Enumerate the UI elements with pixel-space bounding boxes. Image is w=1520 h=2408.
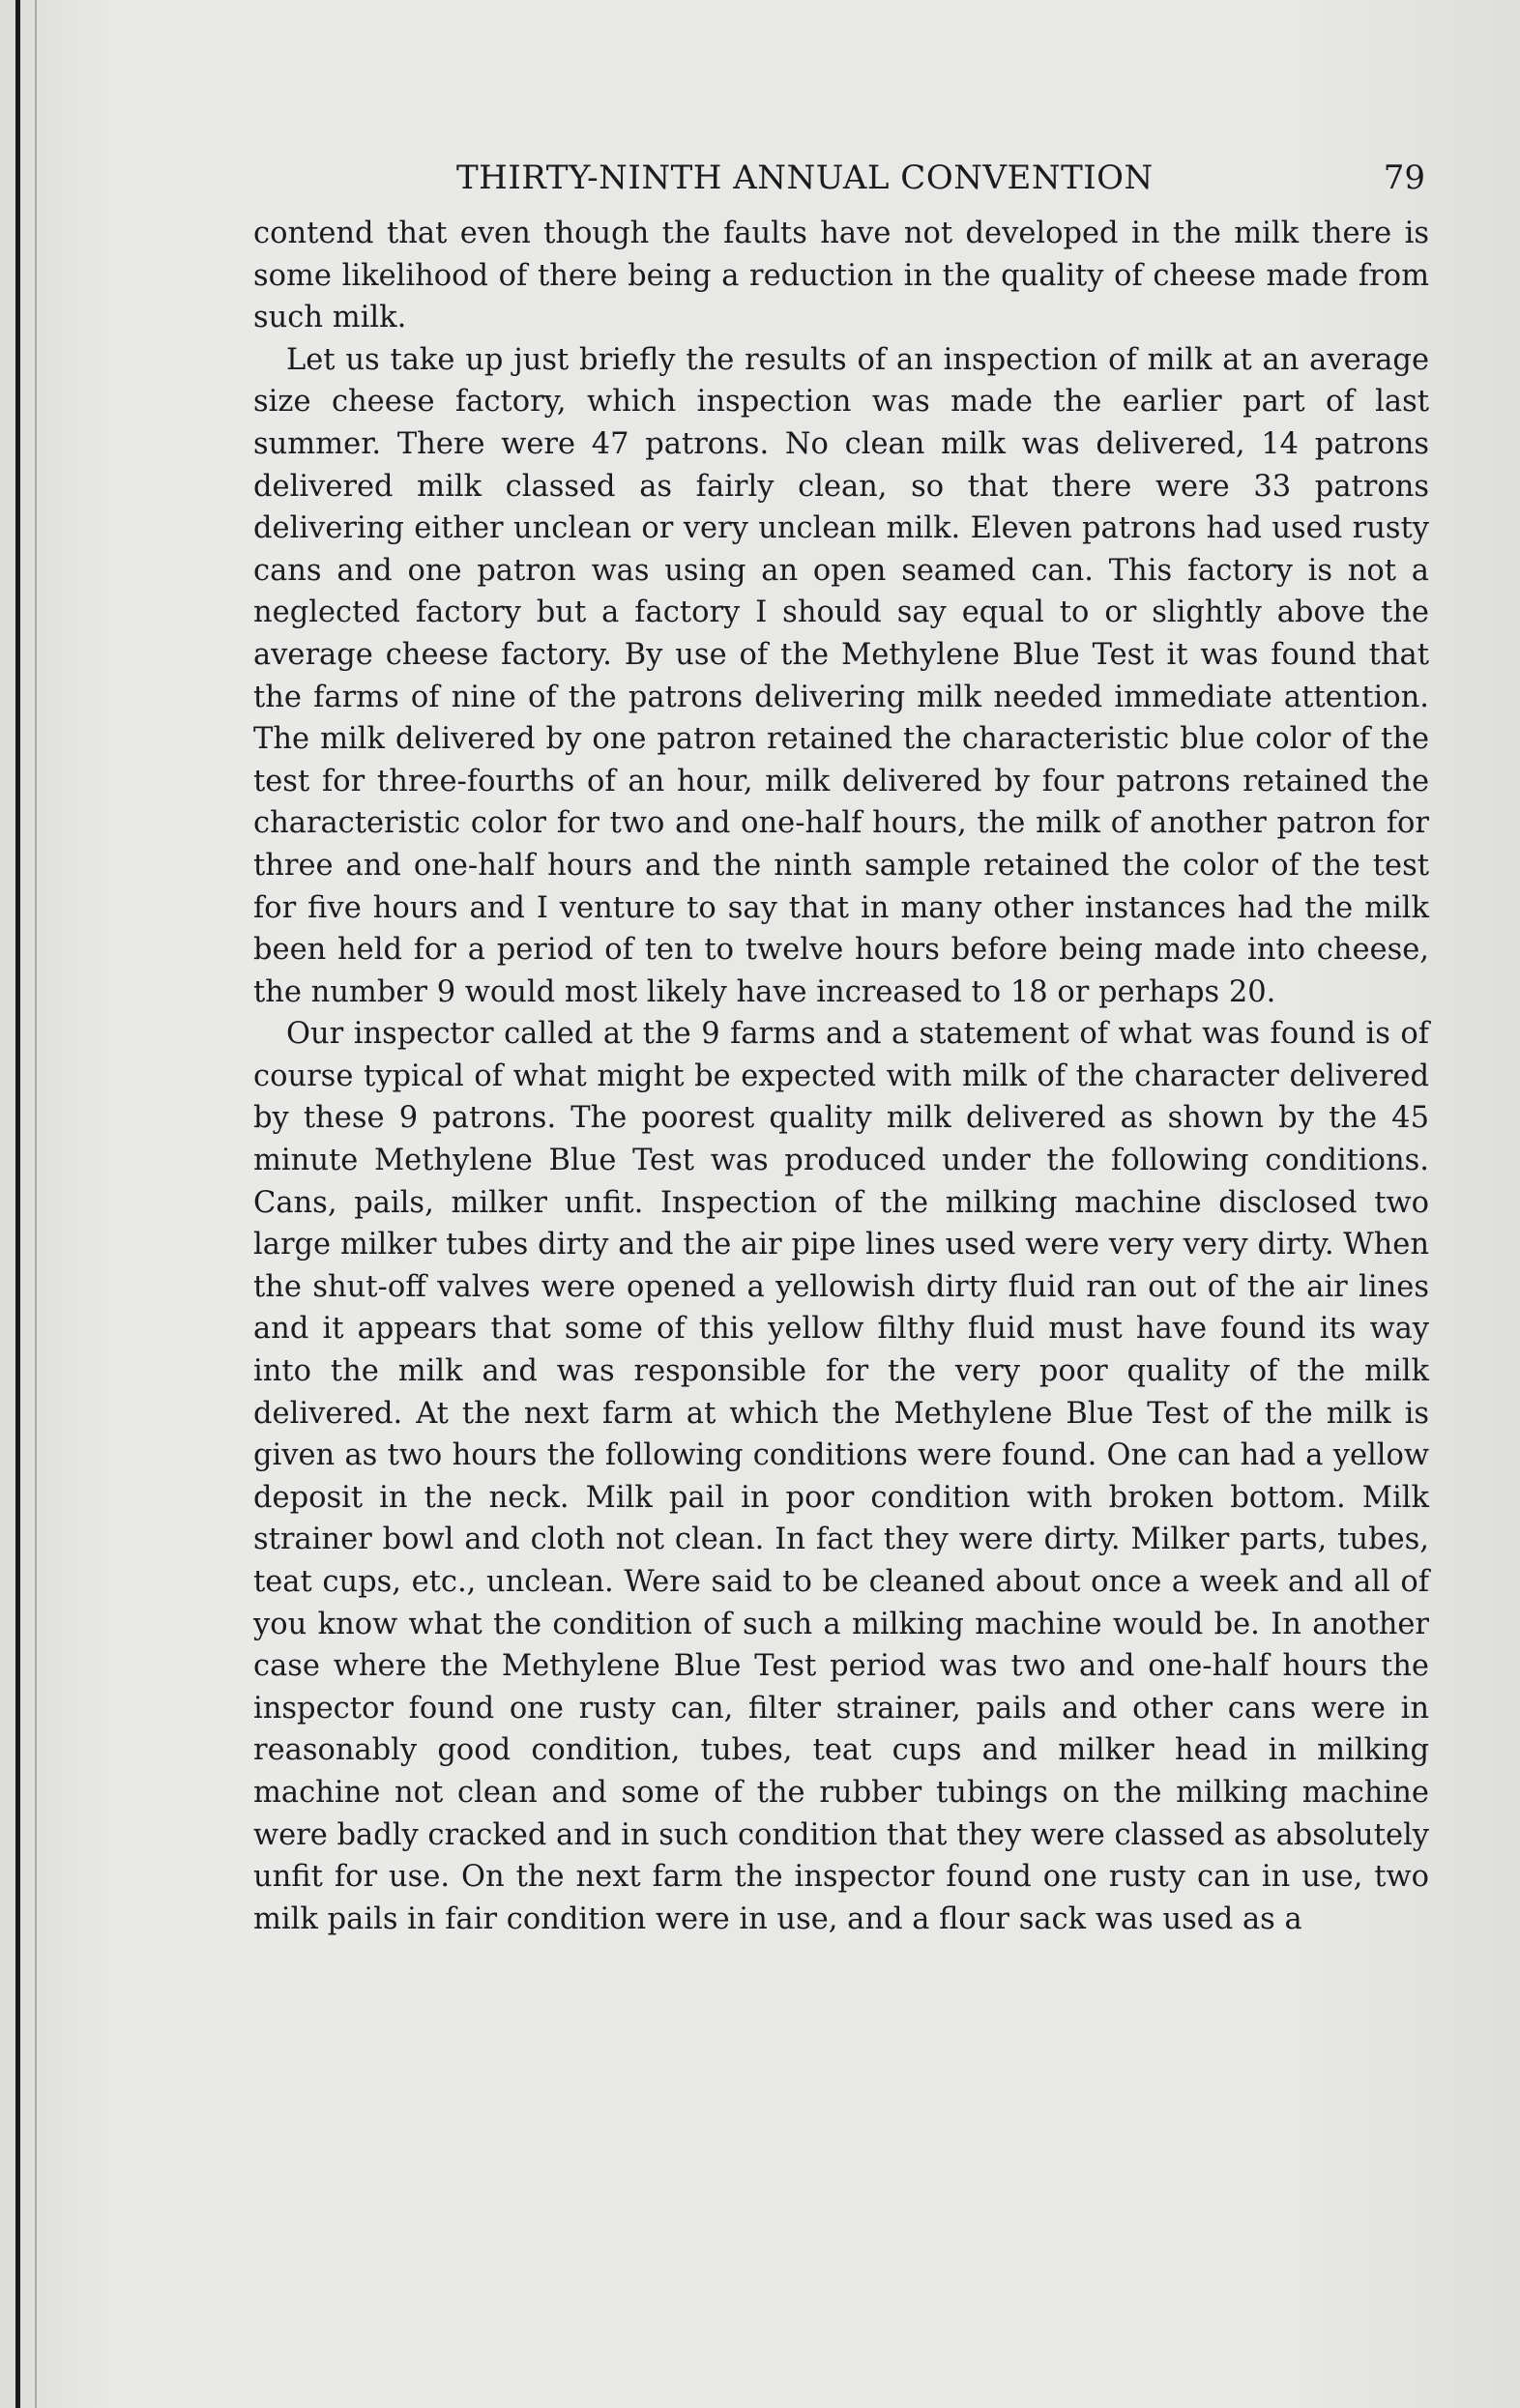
- book-binding-edge: [15, 0, 20, 2408]
- paragraph-farm-conditions: Our inspector called at the 9 farms and a statement of what was found is of course typical of what might be expected with milk of the character delivered by these 9 patrons. The poorest quality milk delivered as shown by the 45 minute Methylene Blue Test was produced under the following conditions. Cans, pails, milker unfit. Inspection of the milking machine disclosed two large milker tubes dirty and the air pipe lines used were very very dirty. When the shut-off valves were opened a yellowish dirty fluid ran out of the air lines and it appears that some of this yellow filthy fluid must have found its way into the milk and was responsible for the very poor quality of the milk delivered. At the next farm at which the Methylene Blue Test of the milk is given as two hours the following conditions were found. One can had a yellow deposit in the neck. Milk pail in poor condition with broken bottom. Milk strainer bowl and cloth not clean. In fact they were dirty. Milker parts, tubes, teat cups, etc., unclean. Were said to be cleaned about once a week and all of you know what the condition of such a milking machine would be. In another case where the Methylene Blue Test period was two and one-half hours the inspector found one rusty can, filter strainer, pails and other cans were in reasonably good condition, tubes, teat cups and milker head in milking machine not clean and some of the rubber tubings on the milking machine were badly cracked and in such condition that they were classed as absolutely unfit for use. On the next farm the inspector found one rusty can in use, two milk pails in fair condition were in use, and a flour sack was used as a: [253, 1017, 1429, 1936]
- page-number: 79: [1383, 159, 1425, 197]
- book-binding-shadow: [35, 0, 37, 2408]
- book-page: [253, 145, 1429, 1940]
- page-header: [253, 145, 1429, 213]
- paragraph-inspection-results: Let us take up just briefly the results of an inspection of milk at an average size cheese factory, which inspection was made the earlier part of last summer. There were 47 patrons. No clean milk was delivered, 14 patrons delivered milk classed as fairly clean, so that there were 33 patrons delivering either unclean or very unclean milk. Eleven patrons had used rusty cans and one patron was using an open seamed can. This factory is not a neglected factory but a factory I should say equal to or slightly above the average cheese factory. By use of the Methylene Blue Test it was found that the farms of nine of the patrons delivering milk needed immediate attention. The milk delivered by one patron retained the characteristic blue color of the test for three-fourths of an hour, milk delivered by four patrons retained the characteristic color for two and one-half hours, the milk of another patron for three and one-half hours and the ninth sample retained the color of the test for five hours and I venture to say that in many other instances had the milk been held for a period of ten to twelve hours before being made into cheese, the number 9 would most likely have increased to 18 or perhaps 20.: [253, 342, 1429, 1009]
- body-text: [253, 213, 1429, 1940]
- running-head: THIRTY-NINTH ANNUAL CONVENTION: [456, 159, 1154, 197]
- paragraph-continued: contend that even though the faults have not developed in the milk there is some likelihood of there being a reduction in the quality of cheese made from such milk.: [253, 217, 1429, 335]
